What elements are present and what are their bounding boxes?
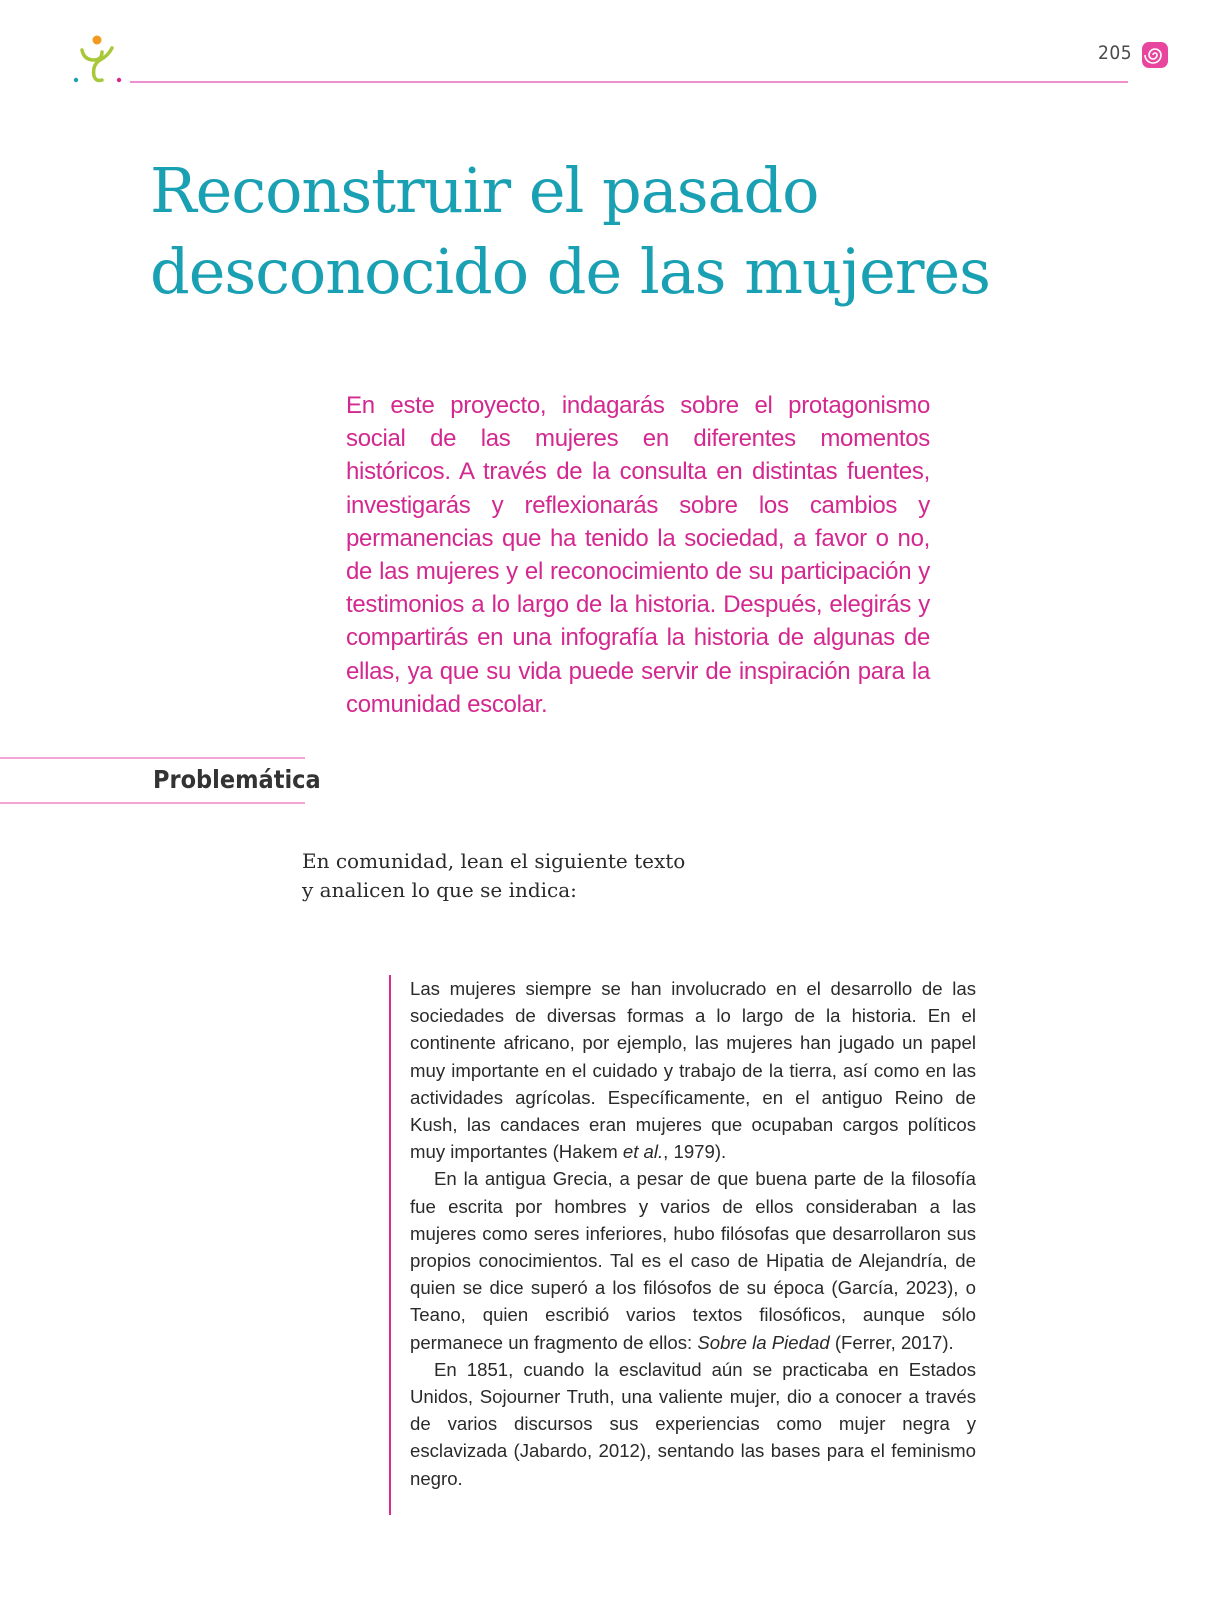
reading-text: Las mujeres siempre se han involucrado en el desarrollo de las sociedades de diversas formas a lo largo de la historia. En el continente africano, por ejemplo, las mujeres han jugado un papel muy importante en el cuidado y trabajo de la tierra, así como en las actividades agrícolas. Específicamente, en el antiguo Reino de Kush, las candaces eran mujeres que ocupaban cargos políticos muy importantes (Hakem xyxy=(410,978,976,1163)
project-intro: En este proyecto, indagarás sobre el protagonismo social de las mujeres en diferentes momentos históricos. A través de la consulta en distintas fuentes, investigarás y reflexionarás sobre los cambios y permanencias que ha tenido la sociedad, a favor o no, de las mujeres y el reconocimiento de su participación y testimonios a lo largo de la historia. Después, elegirás y compartirás en una infografía la historia de algunas de ellas, ya que su vida puede servir de inspiración para la comunidad escolar. xyxy=(346,392,930,718)
reading-italic: et al. xyxy=(622,1141,664,1163)
reading-italic: Sobre la Piedad xyxy=(697,1331,830,1353)
reading-text: , 1979). xyxy=(663,1141,727,1163)
page-number: 205 xyxy=(1098,42,1133,64)
title-line-1: Reconstruir el pasado xyxy=(150,154,819,227)
title-line-2: desconocido de las mujeres xyxy=(150,235,990,308)
reading-passage xyxy=(410,975,976,1492)
reading-paragraph-1 xyxy=(410,975,976,1165)
reading-text: (Ferrer, 2017). xyxy=(829,1331,954,1353)
instruction-line-1: En comunidad, lean el siguiente texto xyxy=(302,849,686,873)
section-heading: Problemática xyxy=(153,765,321,794)
header-rule xyxy=(130,81,1128,83)
spiral-glyph-icon xyxy=(1140,40,1170,70)
instruction-text xyxy=(302,847,722,905)
reading-paragraph-3: En 1851, cuando la esclavitud aún se practicaba en Estados Unidos, Sojourner Truth, una valiente mujer, dio a conocer a través de varios discursos sus experiencias como mujer negra y esclavizada (Jabardo, 2012), sentando las bases para el feminismo negro. xyxy=(410,1358,976,1489)
page-title xyxy=(150,150,1050,312)
section-rule-bottom xyxy=(0,802,305,804)
dancing-figure-logo-icon xyxy=(72,34,124,86)
reading-paragraph-2 xyxy=(410,1165,976,1355)
section-rule-top xyxy=(0,757,305,759)
reading-text: En la antigua Grecia, a pesar de que buena parte de la filosofía fue escrita por hombres y varios de ellos consideraban a las mujeres como seres inferiores, hubo filósofas que desarrollaron sus propios conocimientos. Tal es el caso de Hipatia de Alejandría, de quien se dice superó a los filósofos de su época (García, 2023), o Teano, quien escribió varios textos filosóficos, aunque sólo permanece un fragmento de ellos: xyxy=(410,1168,976,1353)
instruction-line-2: y analicen lo que se indica: xyxy=(302,878,577,902)
reading-quote-bar xyxy=(389,975,391,1515)
